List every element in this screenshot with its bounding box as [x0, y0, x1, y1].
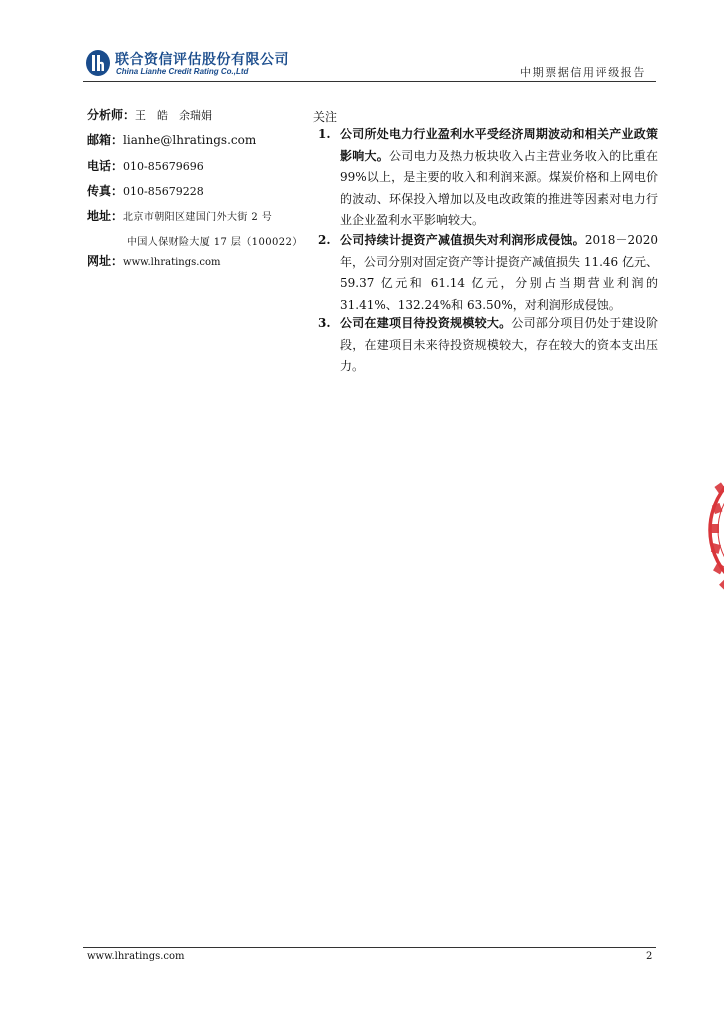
point-number: 3. [318, 316, 331, 330]
attention-point [318, 313, 658, 378]
point-body: 2018－2020 年，公司分别对固定资产等计提资产减值损失 11.46 亿元、59.37 亿元和 61.14 亿元，分别占当期营业利润的 31.41%、132.24%和 63.50%，对利润形成侵蚀。 [340, 233, 658, 312]
attention-point [318, 124, 658, 232]
attention-point [318, 230, 658, 316]
footer-divider [83, 947, 656, 948]
website-row [87, 252, 221, 269]
email-row [87, 131, 256, 148]
company-logo-icon [85, 49, 111, 77]
page-number: 2 [646, 951, 653, 962]
analyst-names: 王 皓 余瑞娟 [135, 109, 213, 122]
point-number: 2. [318, 233, 331, 247]
company-name-cn: 联合资信评估股份有限公司 [115, 52, 289, 68]
fax-value: 010-85679228 [123, 185, 204, 198]
phone-row [87, 157, 204, 174]
point-heading: 公司持续计提资产减值损失对利润形成侵蚀。 [340, 233, 585, 247]
address-label: 地址： [87, 209, 124, 223]
attention-heading: 关注 [313, 110, 338, 124]
footer-website[interactable]: www.lhratings.com [87, 951, 185, 962]
phone-value: 010-85679696 [123, 160, 204, 173]
point-body: 公司部分项目仍处于建设阶段，在建项目未来待投资规模较大，存在较大的资本支出压力。 [340, 316, 658, 374]
address-line1: 北京市朝阳区建国门外大街 2 号 [123, 212, 273, 223]
address-row [87, 207, 272, 224]
phone-label: 电话： [87, 159, 124, 173]
header-divider [83, 81, 656, 82]
email-label: 邮箱： [87, 133, 124, 147]
analyst-row [87, 106, 212, 123]
website-value[interactable]: www.lhratings.com [123, 257, 221, 268]
fax-label: 传真： [87, 184, 124, 198]
website-label: 网址： [87, 254, 124, 268]
point-heading: 公司在建项目待投资规模较大。 [340, 316, 512, 330]
fax-row [87, 182, 204, 199]
address-line2: 中国人保财险大厦 17 层（100022） [127, 237, 303, 248]
point-number: 1. [318, 127, 331, 141]
point-body: 公司电力及热力板块收入占主营业务收入的比重在 99%以上，是主要的收入和利润来源。煤炭价格和上网电价的波动、环保投入增加以及电改政策的推进等因素对电力行业企业盈利水平影响较大。 [340, 148, 658, 228]
email-value[interactable]: lianhe@lhratings.com [123, 133, 257, 147]
company-name-en: China Lianhe Credit Rating Co.,Ltd [116, 67, 249, 76]
report-type: 中期票据信用评级报告 [520, 66, 646, 79]
analyst-label: 分析师： [87, 108, 136, 122]
point-heading: 公司所处电力行业盈利水平受经济周期波动和相关产业政策影响大。 [340, 127, 658, 163]
company-seal-icon [706, 462, 724, 612]
